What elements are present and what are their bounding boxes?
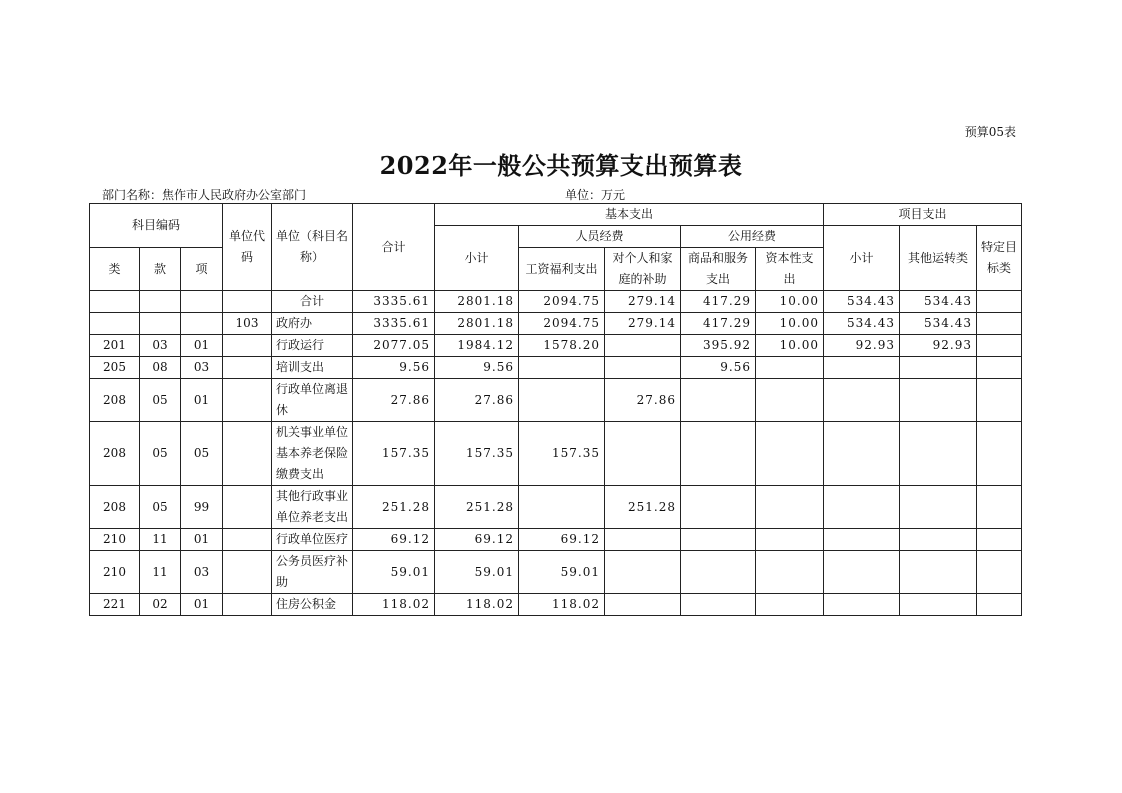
cell-project-subtotal: 92.93 (824, 335, 900, 357)
cell-basic-subtotal: 251.28 (435, 486, 519, 529)
header-kuan: 款 (140, 248, 181, 291)
cell-basic-subtotal: 118.02 (435, 594, 519, 616)
cell-special (977, 422, 1022, 486)
cell-lei: 208 (90, 379, 140, 422)
cell-total: 27.86 (353, 379, 435, 422)
cell-total: 118.02 (353, 594, 435, 616)
cell-basic-subtotal: 2801.18 (435, 291, 519, 313)
budget-table (89, 203, 1022, 616)
cell-goods (681, 529, 756, 551)
cell-goods (681, 594, 756, 616)
header-basic-subtotal: 小计 (435, 226, 519, 291)
cell-special (977, 291, 1022, 313)
cell-special (977, 357, 1022, 379)
cell-xiang: 01 (181, 594, 223, 616)
cell-individual (605, 422, 681, 486)
cell-name: 其他行政事业单位养老支出 (272, 486, 353, 529)
cell-capital (756, 529, 824, 551)
header-project: 项目支出 (824, 204, 1022, 226)
cell-individual: 279.14 (605, 313, 681, 335)
table-row (90, 551, 1022, 594)
cell-kuan: 05 (140, 486, 181, 529)
cell-xiang: 01 (181, 379, 223, 422)
cell-project-subtotal: 534.43 (824, 313, 900, 335)
header-individual: 对个人和家庭的补助 (605, 248, 681, 291)
cell-kuan: 05 (140, 422, 181, 486)
cell-xiang: 05 (181, 422, 223, 486)
cell-basic-subtotal: 9.56 (435, 357, 519, 379)
cell-goods: 417.29 (681, 291, 756, 313)
cell-kuan: 05 (140, 379, 181, 422)
cell-unit-code (223, 551, 272, 594)
cell-lei: 208 (90, 486, 140, 529)
cell-other-transfer (900, 422, 977, 486)
cell-salary (519, 379, 605, 422)
cell-xiang: 01 (181, 529, 223, 551)
cell-unit-code (223, 335, 272, 357)
cell-unit-code (223, 529, 272, 551)
cell-kuan: 11 (140, 551, 181, 594)
cell-unit-code (223, 594, 272, 616)
cell-project-subtotal (824, 486, 900, 529)
cell-salary: 59.01 (519, 551, 605, 594)
cell-special (977, 335, 1022, 357)
cell-project-subtotal (824, 379, 900, 422)
cell-capital (756, 357, 824, 379)
cell-capital (756, 486, 824, 529)
cell-lei: 210 (90, 529, 140, 551)
cell-kuan: 03 (140, 335, 181, 357)
cell-other-transfer (900, 594, 977, 616)
cell-kuan (140, 291, 181, 313)
cell-individual (605, 594, 681, 616)
cell-unit-code (223, 357, 272, 379)
cell-name: 住房公积金 (272, 594, 353, 616)
cell-basic-subtotal: 1984.12 (435, 335, 519, 357)
table-row (90, 594, 1022, 616)
header-unit-code: 单位代码 (223, 204, 272, 291)
cell-individual (605, 529, 681, 551)
cell-xiang: 99 (181, 486, 223, 529)
cell-total: 3335.61 (353, 313, 435, 335)
cell-total: 69.12 (353, 529, 435, 551)
cell-project-subtotal (824, 594, 900, 616)
cell-goods (681, 379, 756, 422)
table-row (90, 486, 1022, 529)
table-row (90, 422, 1022, 486)
cell-individual (605, 357, 681, 379)
cell-lei: 208 (90, 422, 140, 486)
cell-other-transfer (900, 529, 977, 551)
cell-kuan: 11 (140, 529, 181, 551)
cell-goods: 417.29 (681, 313, 756, 335)
cell-goods: 9.56 (681, 357, 756, 379)
department-label: 部门名称：焦作市人民政府办公室部门 (102, 188, 307, 202)
cell-capital: 10.00 (756, 335, 824, 357)
cell-lei: 205 (90, 357, 140, 379)
cell-individual (605, 551, 681, 594)
form-number: 预算05表 (964, 125, 1016, 139)
cell-basic-subtotal: 2801.18 (435, 313, 519, 335)
cell-other-transfer (900, 486, 977, 529)
table-row (90, 529, 1022, 551)
header-other-transfer: 其他运转类 (900, 226, 977, 291)
cell-unit-code (223, 379, 272, 422)
table-header (90, 204, 1022, 291)
header-salary: 工资福利支出 (519, 248, 605, 291)
cell-salary: 69.12 (519, 529, 605, 551)
cell-capital (756, 422, 824, 486)
cell-project-subtotal (824, 422, 900, 486)
cell-name: 行政单位医疗 (272, 529, 353, 551)
cell-total: 157.35 (353, 422, 435, 486)
cell-salary: 2094.75 (519, 313, 605, 335)
header-public: 公用经费 (681, 226, 824, 248)
cell-special (977, 313, 1022, 335)
cell-xiang: 03 (181, 551, 223, 594)
cell-capital (756, 551, 824, 594)
cell-unit-code (223, 291, 272, 313)
table-body (90, 291, 1022, 616)
cell-goods: 395.92 (681, 335, 756, 357)
cell-special (977, 379, 1022, 422)
cell-name: 行政运行 (272, 335, 353, 357)
cell-xiang: 01 (181, 335, 223, 357)
cell-goods (681, 486, 756, 529)
cell-salary: 2094.75 (519, 291, 605, 313)
cell-lei: 210 (90, 551, 140, 594)
cell-basic-subtotal: 157.35 (435, 422, 519, 486)
cell-individual: 27.86 (605, 379, 681, 422)
header-lei: 类 (90, 248, 140, 291)
cell-salary: 157.35 (519, 422, 605, 486)
cell-project-subtotal: 534.43 (824, 291, 900, 313)
cell-total: 2077.05 (353, 335, 435, 357)
header-project-subtotal: 小计 (824, 226, 900, 291)
cell-lei: 221 (90, 594, 140, 616)
cell-name: 机关事业单位基本养老保险缴费支出 (272, 422, 353, 486)
cell-xiang: 03 (181, 357, 223, 379)
cell-kuan: 02 (140, 594, 181, 616)
cell-project-subtotal (824, 551, 900, 594)
cell-other-transfer (900, 379, 977, 422)
cell-special (977, 551, 1022, 594)
cell-individual: 251.28 (605, 486, 681, 529)
cell-total: 251.28 (353, 486, 435, 529)
cell-unit-code: 103 (223, 313, 272, 335)
cell-unit-code (223, 486, 272, 529)
cell-goods (681, 551, 756, 594)
cell-capital (756, 594, 824, 616)
cell-other-transfer (900, 551, 977, 594)
cell-name: 政府办 (272, 313, 353, 335)
cell-capital: 10.00 (756, 291, 824, 313)
table-row (90, 335, 1022, 357)
cell-capital: 10.00 (756, 313, 824, 335)
cell-individual (605, 335, 681, 357)
table-row (90, 313, 1022, 335)
cell-kuan: 08 (140, 357, 181, 379)
cell-other-transfer: 534.43 (900, 291, 977, 313)
header-goods: 商品和服务支出 (681, 248, 756, 291)
table-row (90, 357, 1022, 379)
cell-special (977, 529, 1022, 551)
header-basic: 基本支出 (435, 204, 824, 226)
cell-total: 9.56 (353, 357, 435, 379)
page-title: 2022年一般公共预算支出预算表 (379, 151, 743, 180)
cell-basic-subtotal: 59.01 (435, 551, 519, 594)
cell-special (977, 594, 1022, 616)
unit-label: 单位：万元 (565, 188, 626, 202)
table-row (90, 379, 1022, 422)
cell-xiang (181, 313, 223, 335)
cell-salary: 118.02 (519, 594, 605, 616)
cell-unit-code (223, 422, 272, 486)
cell-lei: 201 (90, 335, 140, 357)
cell-individual: 279.14 (605, 291, 681, 313)
cell-name: 公务员医疗补助 (272, 551, 353, 594)
cell-name: 培训支出 (272, 357, 353, 379)
cell-total: 59.01 (353, 551, 435, 594)
header-unit-name: 单位（科目名称） (272, 204, 353, 291)
cell-total: 3335.61 (353, 291, 435, 313)
cell-goods (681, 422, 756, 486)
cell-salary: 1578.20 (519, 335, 605, 357)
cell-lei (90, 291, 140, 313)
cell-capital (756, 379, 824, 422)
header-total: 合计 (353, 204, 435, 291)
cell-name: 合计 (272, 291, 353, 313)
cell-project-subtotal (824, 529, 900, 551)
cell-other-transfer: 534.43 (900, 313, 977, 335)
header-capital: 资本性支出 (756, 248, 824, 291)
cell-salary (519, 357, 605, 379)
cell-xiang (181, 291, 223, 313)
header-special: 特定目标类 (977, 226, 1022, 291)
cell-kuan (140, 313, 181, 335)
cell-basic-subtotal: 69.12 (435, 529, 519, 551)
cell-other-transfer (900, 357, 977, 379)
cell-other-transfer: 92.93 (900, 335, 977, 357)
header-subject-code: 科目编码 (90, 204, 223, 248)
cell-name: 行政单位离退休 (272, 379, 353, 422)
cell-salary (519, 486, 605, 529)
cell-lei (90, 313, 140, 335)
cell-project-subtotal (824, 357, 900, 379)
cell-basic-subtotal: 27.86 (435, 379, 519, 422)
header-xiang: 项 (181, 248, 223, 291)
header-personnel: 人员经费 (519, 226, 681, 248)
cell-special (977, 486, 1022, 529)
table-row (90, 291, 1022, 313)
